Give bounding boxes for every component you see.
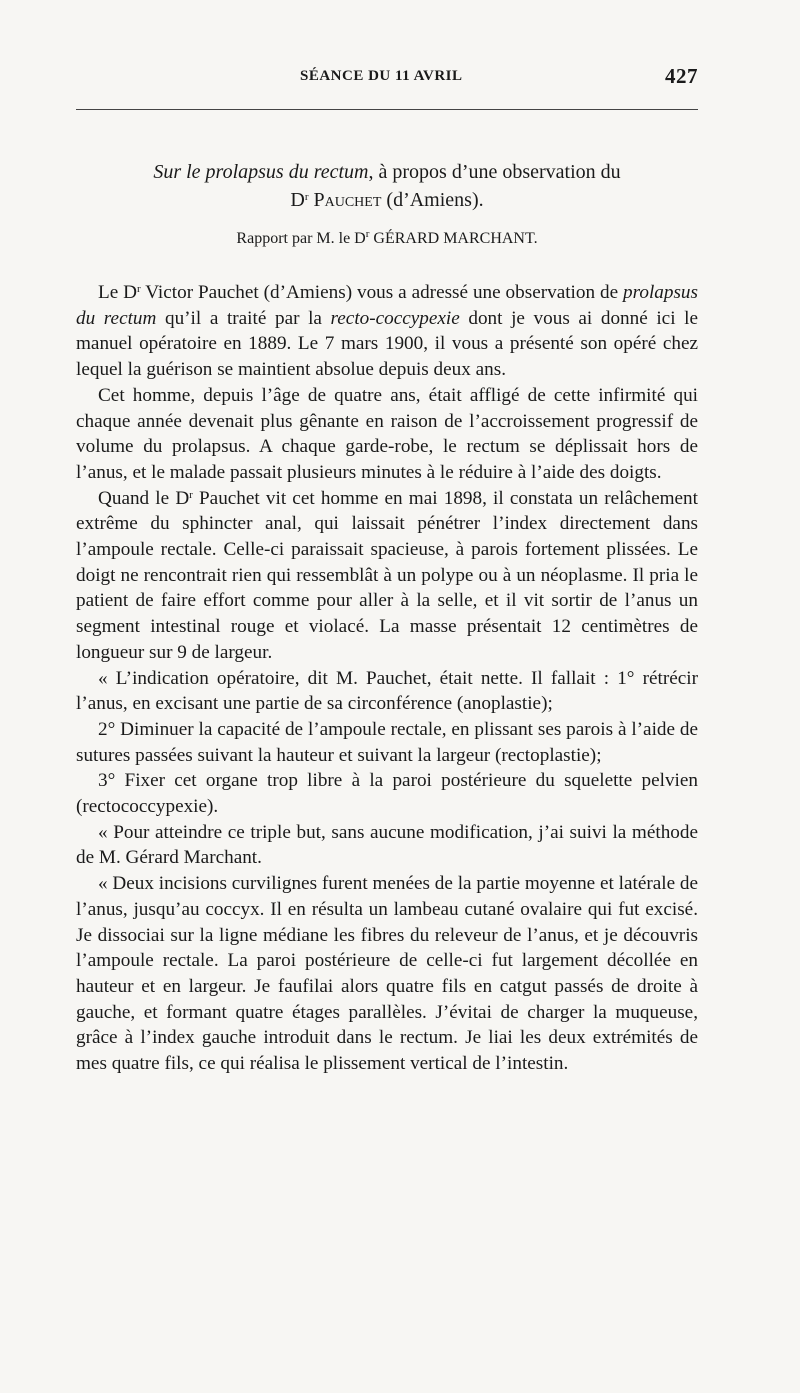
text-run: Pauchet vit cet homme en mai 1898, il constata un relâchement extrême du sphincter anal, qui laissait pénétrer l’index directement dans l’ampoule rectale. Celle-ci paraissait spacieuse, à parois fortement plissées. Le doigt ne rencontrait rien qui ressemblât à un polype ou à un néoplasme. Il pria le patient de faire effort comme pour aller à la selle, et il vit sortir de l’anus un segment intestinal rouge et violacé. La masse présentait 12 centimètres de longueur sur 9 de largeur. (76, 487, 698, 663)
text-run: Victor Pauchet (d’Amiens) vous a adressé une observation de (140, 282, 623, 303)
italic-run: recto-coccypexie (330, 307, 460, 329)
paragraph: 2° Diminuer la capacité de l’ampoule rectale, en plissant ses parois à l’aide de sutures passées suivant la hauteur et suivant la largeur (rectoplastie); (76, 718, 698, 766)
paragraph: « Deux incisions curvilignes furent menées de la partie moyenne et latérale de l’anus, jusqu’au coccyx. Il en résulta un lambeau cutané ovalaire qui fut excisé. Je dissociai sur la ligne médiane les fibres du releveur de l’anus, et je découvris l’ampoule rectale. La paroi postérieure de celle-ci fut largement décollée en hauteur et en largeur. Je faufilai alors quatre fils en catgut passés de droite à gauche, et formant quatre étages parallèles. J’évitai de charger la muqueuse, grâce à l’index gauche introduit dans le rectum. Je liai les deux extrémités de mes quatre fils, ce qui réalisa le plissement vertical de l’intestin. (76, 873, 698, 1075)
title-author-name: Pauchet (313, 189, 382, 211)
page-number: 427 (665, 64, 698, 88)
running-title: SÉANCE DU 11 AVRIL (300, 68, 463, 84)
title-italic: Sur le prolapsus du rectum (153, 161, 369, 183)
text-run: Quand le D (98, 487, 190, 509)
text-run: dont je vous ai donné ici le manuel opératoire en 1889. Le 7 mars 1900, il vous a présenté son opéré chez lequel la guérison se maintient absolue depuis deux ans. (76, 307, 698, 381)
title-dr-sup: r (304, 191, 309, 203)
article-title (76, 158, 698, 214)
superscript: r (137, 283, 141, 295)
paragraph: Cet homme, depuis l’âge de quatre ans, était affligé de cette infirmité qui chaque année devenait plus gênante en raison de l’accroissement progressif de volume du prolapsus. A chaque garde-robe, le rectum se déplissait hors de l’anus, et le malade passait plusieurs minutes à le réduire à l’aide des doigts. (76, 384, 698, 483)
reporter-sup: r (365, 228, 370, 240)
reporter-prefix: Rapport par M. le D (236, 230, 366, 247)
article-body (76, 280, 698, 1077)
running-header (76, 64, 698, 94)
superscript: r (189, 488, 193, 501)
paragraph: « L’indication opératoire, dit M. Pauchet, était nette. Il fallait : 1° rétrécir l’anus, en excisant une partie de sa circonférence (anoplastie); (76, 667, 698, 715)
paragraph (76, 486, 698, 666)
paragraph: 3° Fixer cet organe trop libre à la paroi postérieure du squelette pelvien (rectococcypexie). (76, 770, 698, 818)
header-rule (76, 109, 698, 110)
paragraph: « Pour atteindre ce triple but, sans aucune modification, j’ai suivi la méthode de M. Gérard Marchant. (76, 821, 698, 869)
text-run: qu’il a traité par la (156, 307, 331, 329)
reporter-name: GÉRARD MARCHANT. (369, 230, 538, 247)
text-run: Le D (98, 282, 137, 303)
title-dr: D (290, 189, 305, 211)
title-text: , à propos d’une observation du (368, 161, 621, 183)
title-place: (d’Amiens). (381, 189, 484, 211)
report-byline (76, 230, 698, 248)
paragraph (76, 280, 698, 383)
italic-run: prolapsus du rectum (76, 282, 698, 329)
